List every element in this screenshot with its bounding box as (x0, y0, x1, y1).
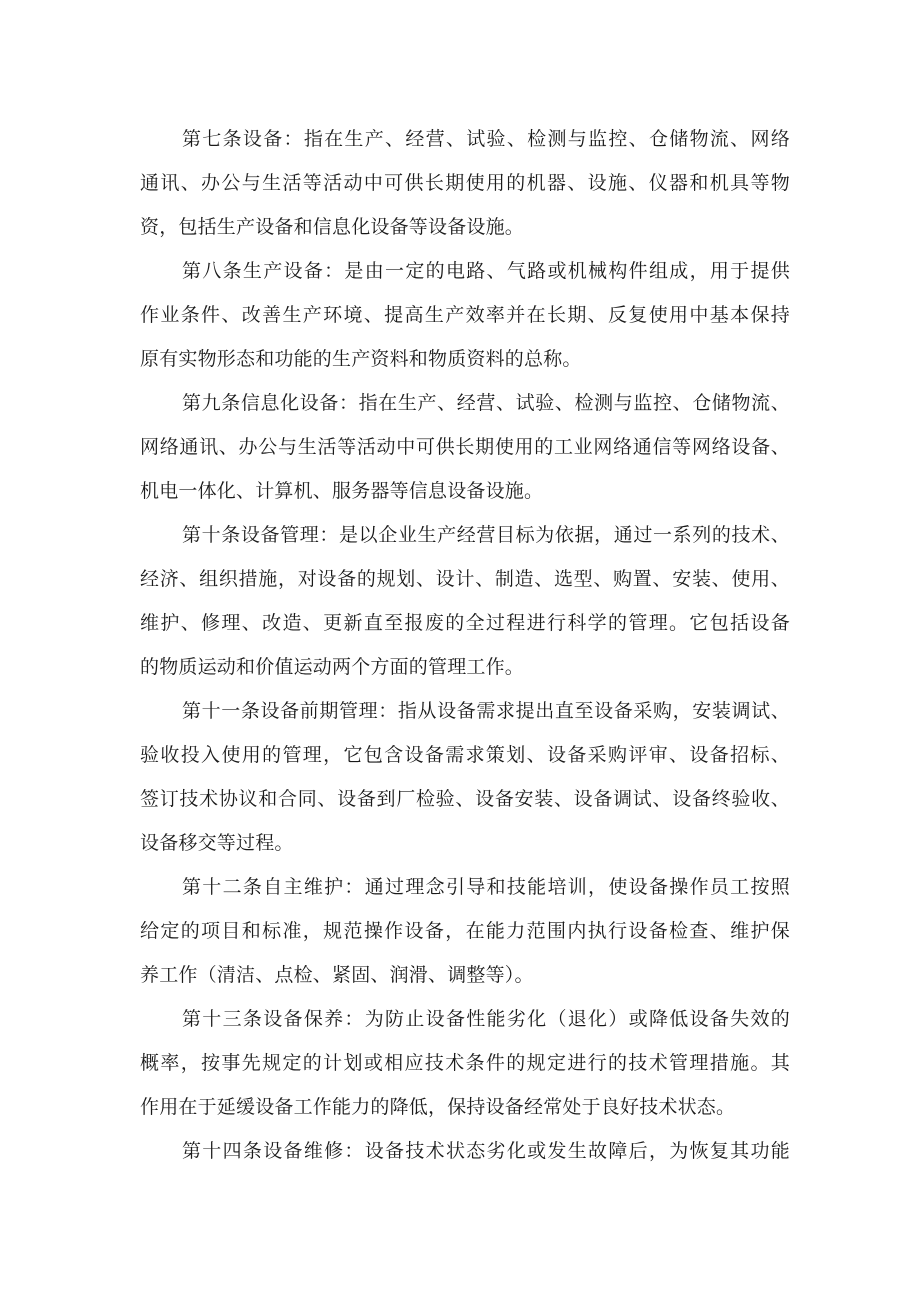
text-line: 第九条信息化设备：指在生产、经营、试验、检测与监控、仓储物流、 (182, 392, 790, 414)
text-line: 第十四条设备维修：设备技术状态劣化或发生故障后，为恢复其功能 (182, 1140, 790, 1162)
paragraph-article-7 (140, 117, 790, 249)
text-line: 经济、组织措施，对设备的规划、设计、制造、选型、购置、安装、使用、 (140, 568, 790, 590)
text-line: 第十一条设备前期管理：指从设备需求提出直至设备采购，安装调试、 (182, 700, 790, 722)
text-line: 给定的项目和标准，规范操作设备，在能力范围内执行设备检查、维护保 (140, 920, 790, 942)
text-line: 原有实物形态和功能的生产资料和物质资料的总称。 (140, 348, 582, 370)
text-line: 作业条件、改善生产环境、提高生产效率并在长期、反复使用中基本保持 (140, 304, 790, 326)
text-line: 机电一体化、计算机、服务器等信息设备设施。 (140, 480, 544, 502)
text-line: 签订技术协议和合同、设备到厂检验、设备安装、设备调试、设备终验收、 (140, 788, 790, 810)
text-line: 养工作（清洁、点检、紧固、润滑、调整等）。 (140, 964, 534, 986)
paragraph-article-11 (140, 689, 790, 865)
text-line: 资，包括生产设备和信息化设备等设备设施。 (140, 216, 525, 238)
text-line: 验收投入使用的管理，它包含设备需求策划、设备采购评审、设备招标、 (140, 744, 790, 766)
text-line: 概率，按事先规定的计划或相应技术条件的规定进行的技术管理措施。其 (140, 1052, 790, 1074)
text-line: 通讯、办公与生活等活动中可供长期使用的机器、设施、仪器和机具等物 (140, 172, 790, 194)
paragraph-article-12 (140, 865, 790, 997)
document-body (140, 117, 790, 1173)
text-line: 网络通讯、办公与生活等活动中可供长期使用的工业网络通信等网络设备、 (140, 436, 790, 458)
paragraph-article-13 (140, 997, 790, 1129)
text-line: 作用在于延缓设备工作能力的降低，保持设备经常处于良好技术状态。 (140, 1096, 736, 1118)
text-line: 设备移交等过程。 (140, 832, 294, 854)
text-line: 的物质运动和价值运动两个方面的管理工作。 (140, 656, 525, 678)
paragraph-article-8 (140, 249, 790, 381)
text-line: 第十条设备管理：是以企业生产经营目标为依据，通过一系列的技术、 (182, 524, 790, 546)
text-line: 第七条设备：指在生产、经营、试验、检测与监控、仓储物流、网络 (182, 128, 790, 150)
text-line: 第十二条自主维护：通过理念引导和技能培训，使设备操作员工按照 (182, 876, 790, 898)
text-line: 维护、修理、改造、更新直至报废的全过程进行科学的管理。它包括设备 (140, 612, 790, 634)
paragraph-article-9 (140, 381, 790, 513)
paragraph-article-10 (140, 513, 790, 689)
text-line: 第八条生产设备：是由一定的电路、气路或机械构件组成，用于提供 (182, 260, 790, 282)
paragraph-article-14 (140, 1129, 790, 1173)
text-line: 第十三条设备保养：为防止设备性能劣化（退化）或降低设备失效的 (182, 1008, 790, 1030)
